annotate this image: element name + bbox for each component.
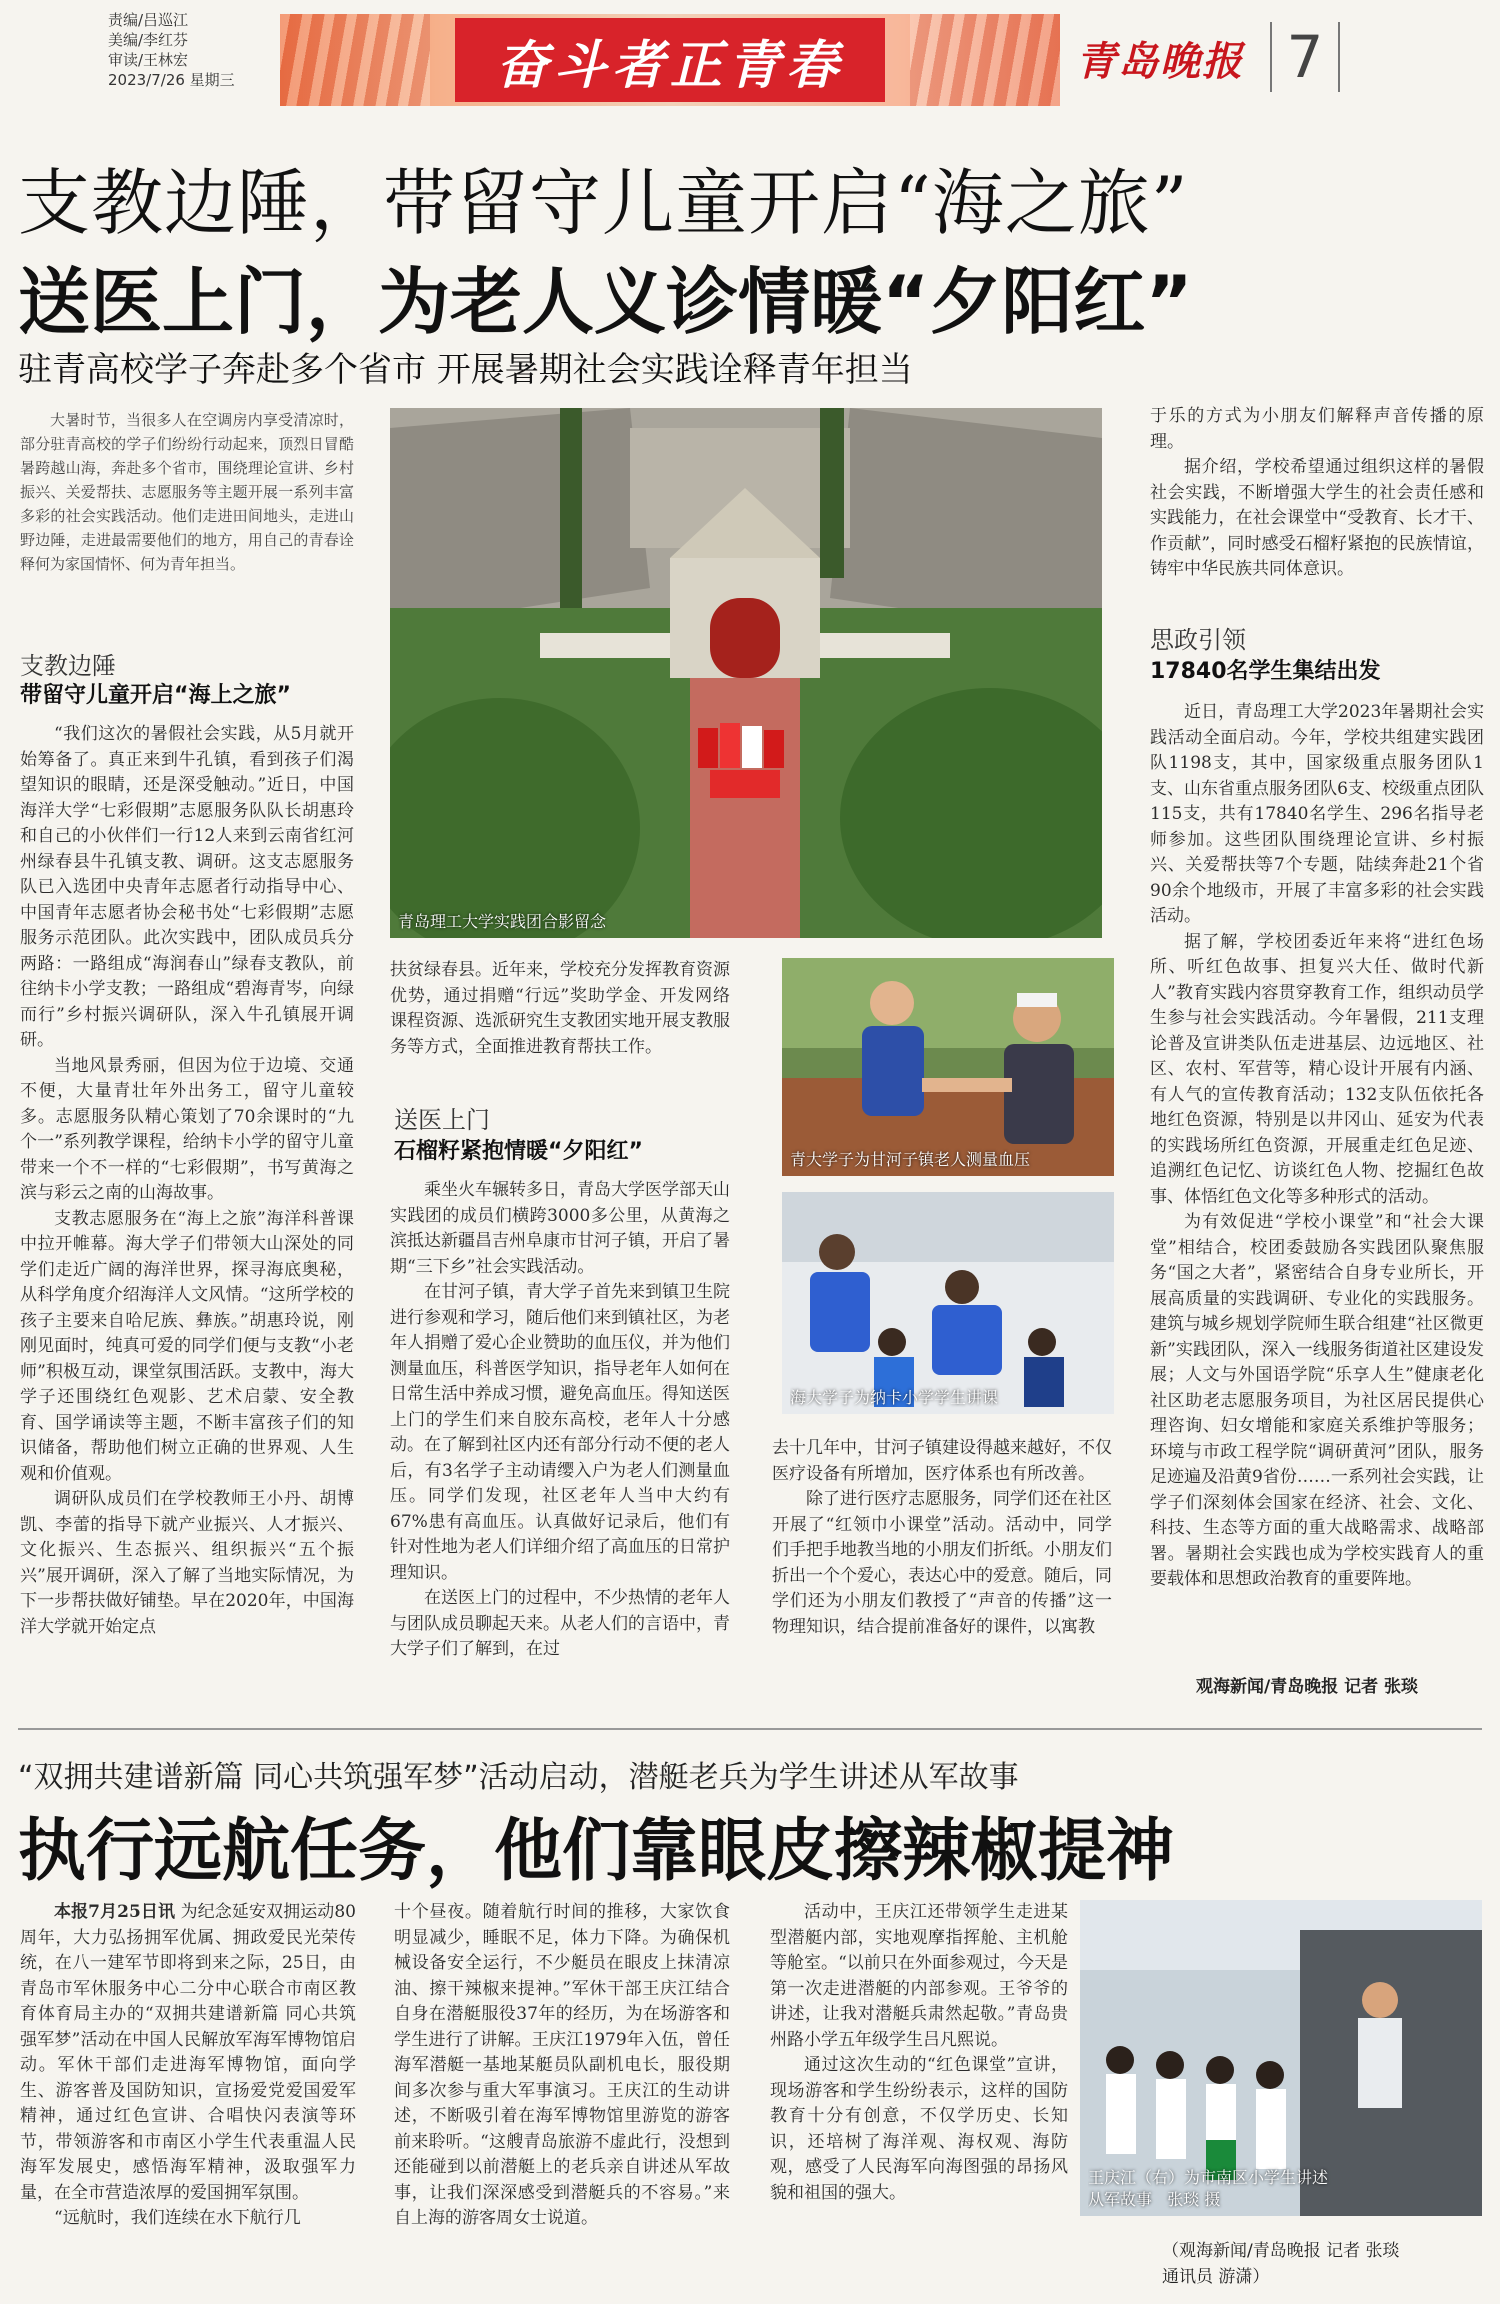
photo-caption: 青大学子为甘河子镇老人测量血压 [790, 1150, 1031, 1169]
column-4-top [1150, 404, 1484, 604]
banner-decoration-right [910, 14, 1060, 106]
paragraph: “我们这次的暑假社会实践，从5月就开始筹备了。真正来到牛孔镇，看到孩子们渴望知识的眼睛，还是深受触动。”近日，中国海洋大学“七彩假期”志愿服务队队长胡惠玲和自己的小伙伴们一行12人来到云南省红河州绿春县牛孔镇支教、调研。这支志愿服务队已入选团中央青年志愿者行动指导中心、中国青年志愿者协会秘书处“七彩假期”志愿服务示范团队。此次实践中，团队成员兵分两路：一路组成“海润春山”绿春支教队，前往纳卡小学支教；一路组成“碧海青岑，向绿而行”乡村振兴调研队，深入牛孔镇展开调研。 [20, 724, 354, 1050]
article-2-column-2 [394, 1900, 730, 2290]
article-2-byline-2: 通讯员 游潇） [1162, 2267, 1270, 2287]
paragraph: 乘坐火车辗转多日，青岛大学医学部天山实践团的成员们横跨3000多公里，从黄海之滨抵达新疆昌吉州阜康市甘河子镇，开启了暑期“三下乡”社会实践活动。 [390, 1180, 730, 1277]
paragraph: 近日，青岛理工大学2023年暑期社会实践活动全面启动。今年，学校共组建实践团队1198支，其中，国家级重点服务团队1支、山东省重点服务团队6支、校级重点团队115支，共有17840名学生、296名指导老师参加。这些团队围绕理论宣讲、乡村振兴、关爱帮扶等7个专题，陆续奔赴21个省90余个地级市，开展了丰富多彩的社会实践活动。 [1150, 702, 1484, 926]
designer-credit: 美编/李红芬 [108, 31, 189, 49]
column-1-body [20, 722, 354, 1702]
village-photo-illustration [390, 408, 1102, 938]
paragraph: 在送医上门的过程中，不少热情的老年人与团队成员聊起天来。从老人们的言语中，青大学子们了解到，在过 [390, 1588, 730, 1659]
issue-date: 2023/7/26 星期三 [108, 71, 235, 89]
photo-caption: 青岛理工大学实践团合影留念 [398, 912, 607, 931]
article-2-headline: 执行远航任务，他们靠眼皮擦辣椒提神 [18, 1812, 1175, 1891]
article-1-byline: 观海新闻/青岛晚报 记者 张琰 [1196, 1677, 1419, 1697]
photo-caption-text: 从军故事 [1088, 2190, 1153, 2209]
reviewer-credit: 审读/王林宏 [108, 51, 189, 69]
paragraph: 为纪念延安双拥运动80周年，大力弘扬拥军优属、拥政爱民光荣传统，在八一建军节即将到来之际，25日，由青岛市军休服务中心二分中心联合市南区教育体育局主办的“双拥共建谱新篇 同心共筑强军梦”活动在中国人民解放军海军博物馆启动。军休干部们走进海军博物馆，面向学生、游客普及国防知识，宣扬爱党爱国爱军精神，通过红色宣讲、合唱快闪表演等环节，带领游客和市南区小学生代表重温人民海军发展史，感悟海军精神，汲取强军力量，在全市营造浓厚的爱国拥军氛围。 [20, 1902, 356, 2203]
paragraph: 十个昼夜。随着航行时间的推移，大家饮食明显减少，睡眠不足，体力下降。为确保机械设备安全运行，不少艇员在眼皮上抹清凉油、擦干辣椒来提神。”军休干部王庆江结合自身在潜艇服役37年的经历，为在场游客和学生进行了讲解。王庆江1979年入伍，曾任海军潜艇一基地某艇员队副机电长，服役期间多次参与重大军事演习。王庆江的生动讲述，不断吸引着在海军博物馆里游览的游客前来聆听。“这艘青岛旅游不虚此行，没想到还能碰到以前潜艇上的老兵亲自讲述从军故事，让我们深深感受到潜艇兵的不容易。”来自上海的游客周女士说道。 [394, 1902, 730, 2228]
column-2-body [390, 1178, 730, 1700]
paragraph: “远航时，我们连续在水下航行几 [54, 2208, 301, 2228]
column-4-body [1150, 700, 1484, 1666]
paragraph: 支教志愿服务在“海上之旅”海洋科普课中拉开帷幕。海大学子们带领大山深处的同学们走近广阔的海洋世界，探寻海底奥秘，从科学角度介绍海洋人文风情。“这所学校的孩子主要来自哈尼族、彝族。”胡惠玲说，刚刚见面时，纯真可爱的同学们便与支教“小老师”积极互动，课堂氛围活跃。支教中，海大学子还围绕红色观影、艺术启蒙、安全教育、国学诵读等主题，不断丰富孩子们的知识储备，帮助他们树立正确的世界观、人生观和价值观。 [20, 1208, 354, 1484]
photo-caption-line-2 [1088, 2187, 1474, 2210]
paragraph: 去十几年中，甘河子镇建设得越来越好，不仅医疗设备有所增加，医疗体系也有所改善。 [772, 1438, 1112, 1484]
paragraph: 当地风景秀丽，但因为位于边境、交通不便，大量青壮年外出务工，留守儿童较多。志愿服务队精心策划了70余课时的“九个一”系列教学课程，给纳卡小学的留守儿童带来一个不一样的“七彩假期”，书写黄海之滨与彩云之南的山海故事。 [20, 1055, 354, 1203]
section-kicker-2: 送医上门 [394, 1106, 490, 1134]
banner-title: 奋斗者正青春 [495, 34, 844, 96]
main-photo [390, 408, 1102, 938]
photo-credit: 张琰 摄 [1167, 2190, 1221, 2209]
paragraph: 除了进行医疗志愿服务，同学们还在社区开展了“红领巾小课堂”活动。活动中，同学们手把手地教当地的小朋友们折纸。小朋友们折出一个个爱心，表达心中的爱意。随后，同学们还为小朋友们教授了“声音的传播”这一物理知识，结合提前准备好的课件，以寓教 [772, 1489, 1112, 1637]
editor-credit: 责编/吕巡江 [108, 11, 189, 29]
banner-flag [455, 18, 885, 102]
section-title-1: 带留守儿童开启“海上之旅” [20, 683, 291, 708]
newspaper-logo: 青岛晚报 [1076, 38, 1244, 85]
column-3-body [772, 1436, 1112, 1700]
section-divider [18, 1728, 1482, 1730]
paragraph: 通过这次生动的“红色课堂”宣讲，现场游客和学生纷纷表示，这样的国防教育十分有创意，不仅学历史、长知识，还培树了海洋观、海权观、海防观，感受了人民海军向海图强的昂扬风貌和祖国的强大。 [770, 2055, 1068, 2203]
paragraph: 调研队成员们在学校教师王小丹、胡博凯、李蕾的指导下就产业振兴、人才振兴、文化振兴、生态振兴、组织振兴“五个振兴”展开调研，深入了解了当地实际情况，为下一步帮扶做好铺垫。早在2020年，中国海洋大学就开始定点 [20, 1489, 354, 1637]
section-kicker-1: 支教边陲 [20, 652, 116, 680]
masthead-meta [108, 10, 235, 90]
section-title-3: 17840名学生集结出发 [1150, 659, 1381, 684]
paragraph: 据介绍，学校希望通过组织这样的暑假社会实践，不断增强大学生的社会责任感和实践能力，在社会课堂中“受教育、长才干、作贡献”，同时感受石榴籽紧抱的民族情谊，铸牢中华民族共同体意识。 [1150, 457, 1484, 579]
paragraph: 于乐的方式为小朋友们解释声音传播的原理。 [1150, 406, 1484, 452]
photo-caption: 王庆江（右）为市南区小学生讲述 [1088, 2168, 1329, 2187]
veteran-photo [1080, 1900, 1482, 2216]
elder-photo-illustration [782, 958, 1114, 1176]
article-2-kicker: “双拥共建谱新篇 同心共筑强军梦”活动启动，潜艇老兵为学生讲述从军故事 [18, 1760, 1019, 1795]
photo-caption: 海大学子为纳卡小学学生讲课 [790, 1388, 999, 1407]
paragraph: 在甘河子镇，青大学子首先来到镇卫生院进行参观和学习，随后他们来到镇社区，为老年人捐赠了爱心企业赞助的血压仪，并为他们测量血压，科普医学知识，指导老年人如何在日常生活中养成习惯，避免高血压。得知送医上门的学生们来自胶东高校，老年人十分感动。在了解到社区内还有部分行动不便的老人后，有3名学子主动请缨入户为老人们测量血压。同学们发现，社区老年人当中大约有67%患有高血压。认真做好记录后，他们有针对性地为老人们详细介绍了高血压的日常护理知识。 [390, 1282, 730, 1583]
column-banner [280, 14, 1060, 106]
article-2-column-3 [770, 1900, 1068, 2290]
banner-decoration-left [280, 14, 430, 106]
headline-2: 送医上门，为老人义诊情暖“夕阳红” [18, 260, 1193, 344]
classroom-photo-illustration [782, 1192, 1114, 1414]
paragraph: 据了解，学校团委近年来将“进红色场所、听红色故事、担复兴大任、做时代新人”教育实践内容贯穿教育工作，组织动员学生参与社会实践活动。今年暑假，211支理论普及宣讲类队伍走进基层、边远地区、社区、农村、军营等，精心设计开展有内涵、有人气的宣传教育活动；132支队伍依托各地红色资源，特别是以井冈山、延安为代表的实践场所红色资源，开展重走红色足迹、追溯红色记忆、访谈红色人物、挖掘红色故事、体悟红色文化等多种形式的活动。 [1150, 931, 1484, 1207]
section-kicker-3: 思政引领 [1150, 626, 1246, 654]
page-number: 7 [1270, 22, 1340, 92]
paragraph: 为有效促进“学校小课堂”和“社会大课堂”相结合，校团委鼓励各实践团队聚焦服务“国之大者”，紧密结合自身专业所长，开展高质量的实践调研、专业化的实践服务。建筑与城乡规划学院师生联合组建“社区微更新”实践团队，深入一线服务街道社区建设发展；人文与外国语学院“乐享人生”健康老化社区助老志愿服务项目，为社区居民提供心理咨询、妇女增能和家庭关系维护等服务；环境与市政工程学院“调研黄河”团队，服务足迹遍及沿黄9省份……一系列社会实践，让学子们深刻体会国家在经济、社会、文化、科技、生态等方面的重大战略需求、战略部署。暑期社会实践也成为学校实践育人的重要载体和思想政治教育的重要阵地。 [1150, 1212, 1484, 1589]
article-2-byline-1: （观海新闻/青岛晚报 记者 张琰 [1162, 2241, 1400, 2261]
dateline: 本报7月25日讯 [54, 1902, 176, 1922]
subheadline: 驻青高校学子奔赴多个省市 开展暑期社会实践诠释青年担当 [18, 350, 913, 390]
article-2-column-1 [20, 1900, 356, 2290]
paragraph: 扶贫绿春县。近年来，学校充分发挥教育资源优势，通过捐赠“行远”奖助学金、开发网络课程资源、选派研究生支教团实地开展支教服务等方式，全面推进教育帮扶工作。 [390, 960, 730, 1057]
section-title-2: 石榴籽紧抱情暖“夕阳红” [394, 1139, 643, 1164]
paragraph: 活动中，王庆江还带领学生走进某型潜艇内部，实地观摩指挥舱、主机舱等舱室。“以前只在外面参观过，今天是第一次走进潜艇的内部参观。王爷爷的讲述，让我对潜艇兵肃然起敬。”青岛贵州路小学五年级学生吕凡熙说。 [770, 1902, 1068, 2050]
classroom-photo [782, 1192, 1114, 1414]
column-2-top [390, 958, 730, 1098]
intro-paragraph: 大暑时节，当很多人在空调房内享受清凉时，部分驻青高校的学子们纷纷行动起来，顶烈日冒酷暑跨越山海，奔赴多个省市，围绕理论宣讲、乡村振兴、关爱帮扶、志愿服务等主题开展一系列丰富多彩的社会实践活动。他们走进田间地头，走进山野边陲，走进最需要他们的地方，用自己的青春诠释何为家国情怀、何为青年担当。 [20, 411, 354, 573]
elder-photo [782, 958, 1114, 1176]
headline-1: 支教边陲，带留守儿童开启“海之旅” [18, 161, 1189, 245]
